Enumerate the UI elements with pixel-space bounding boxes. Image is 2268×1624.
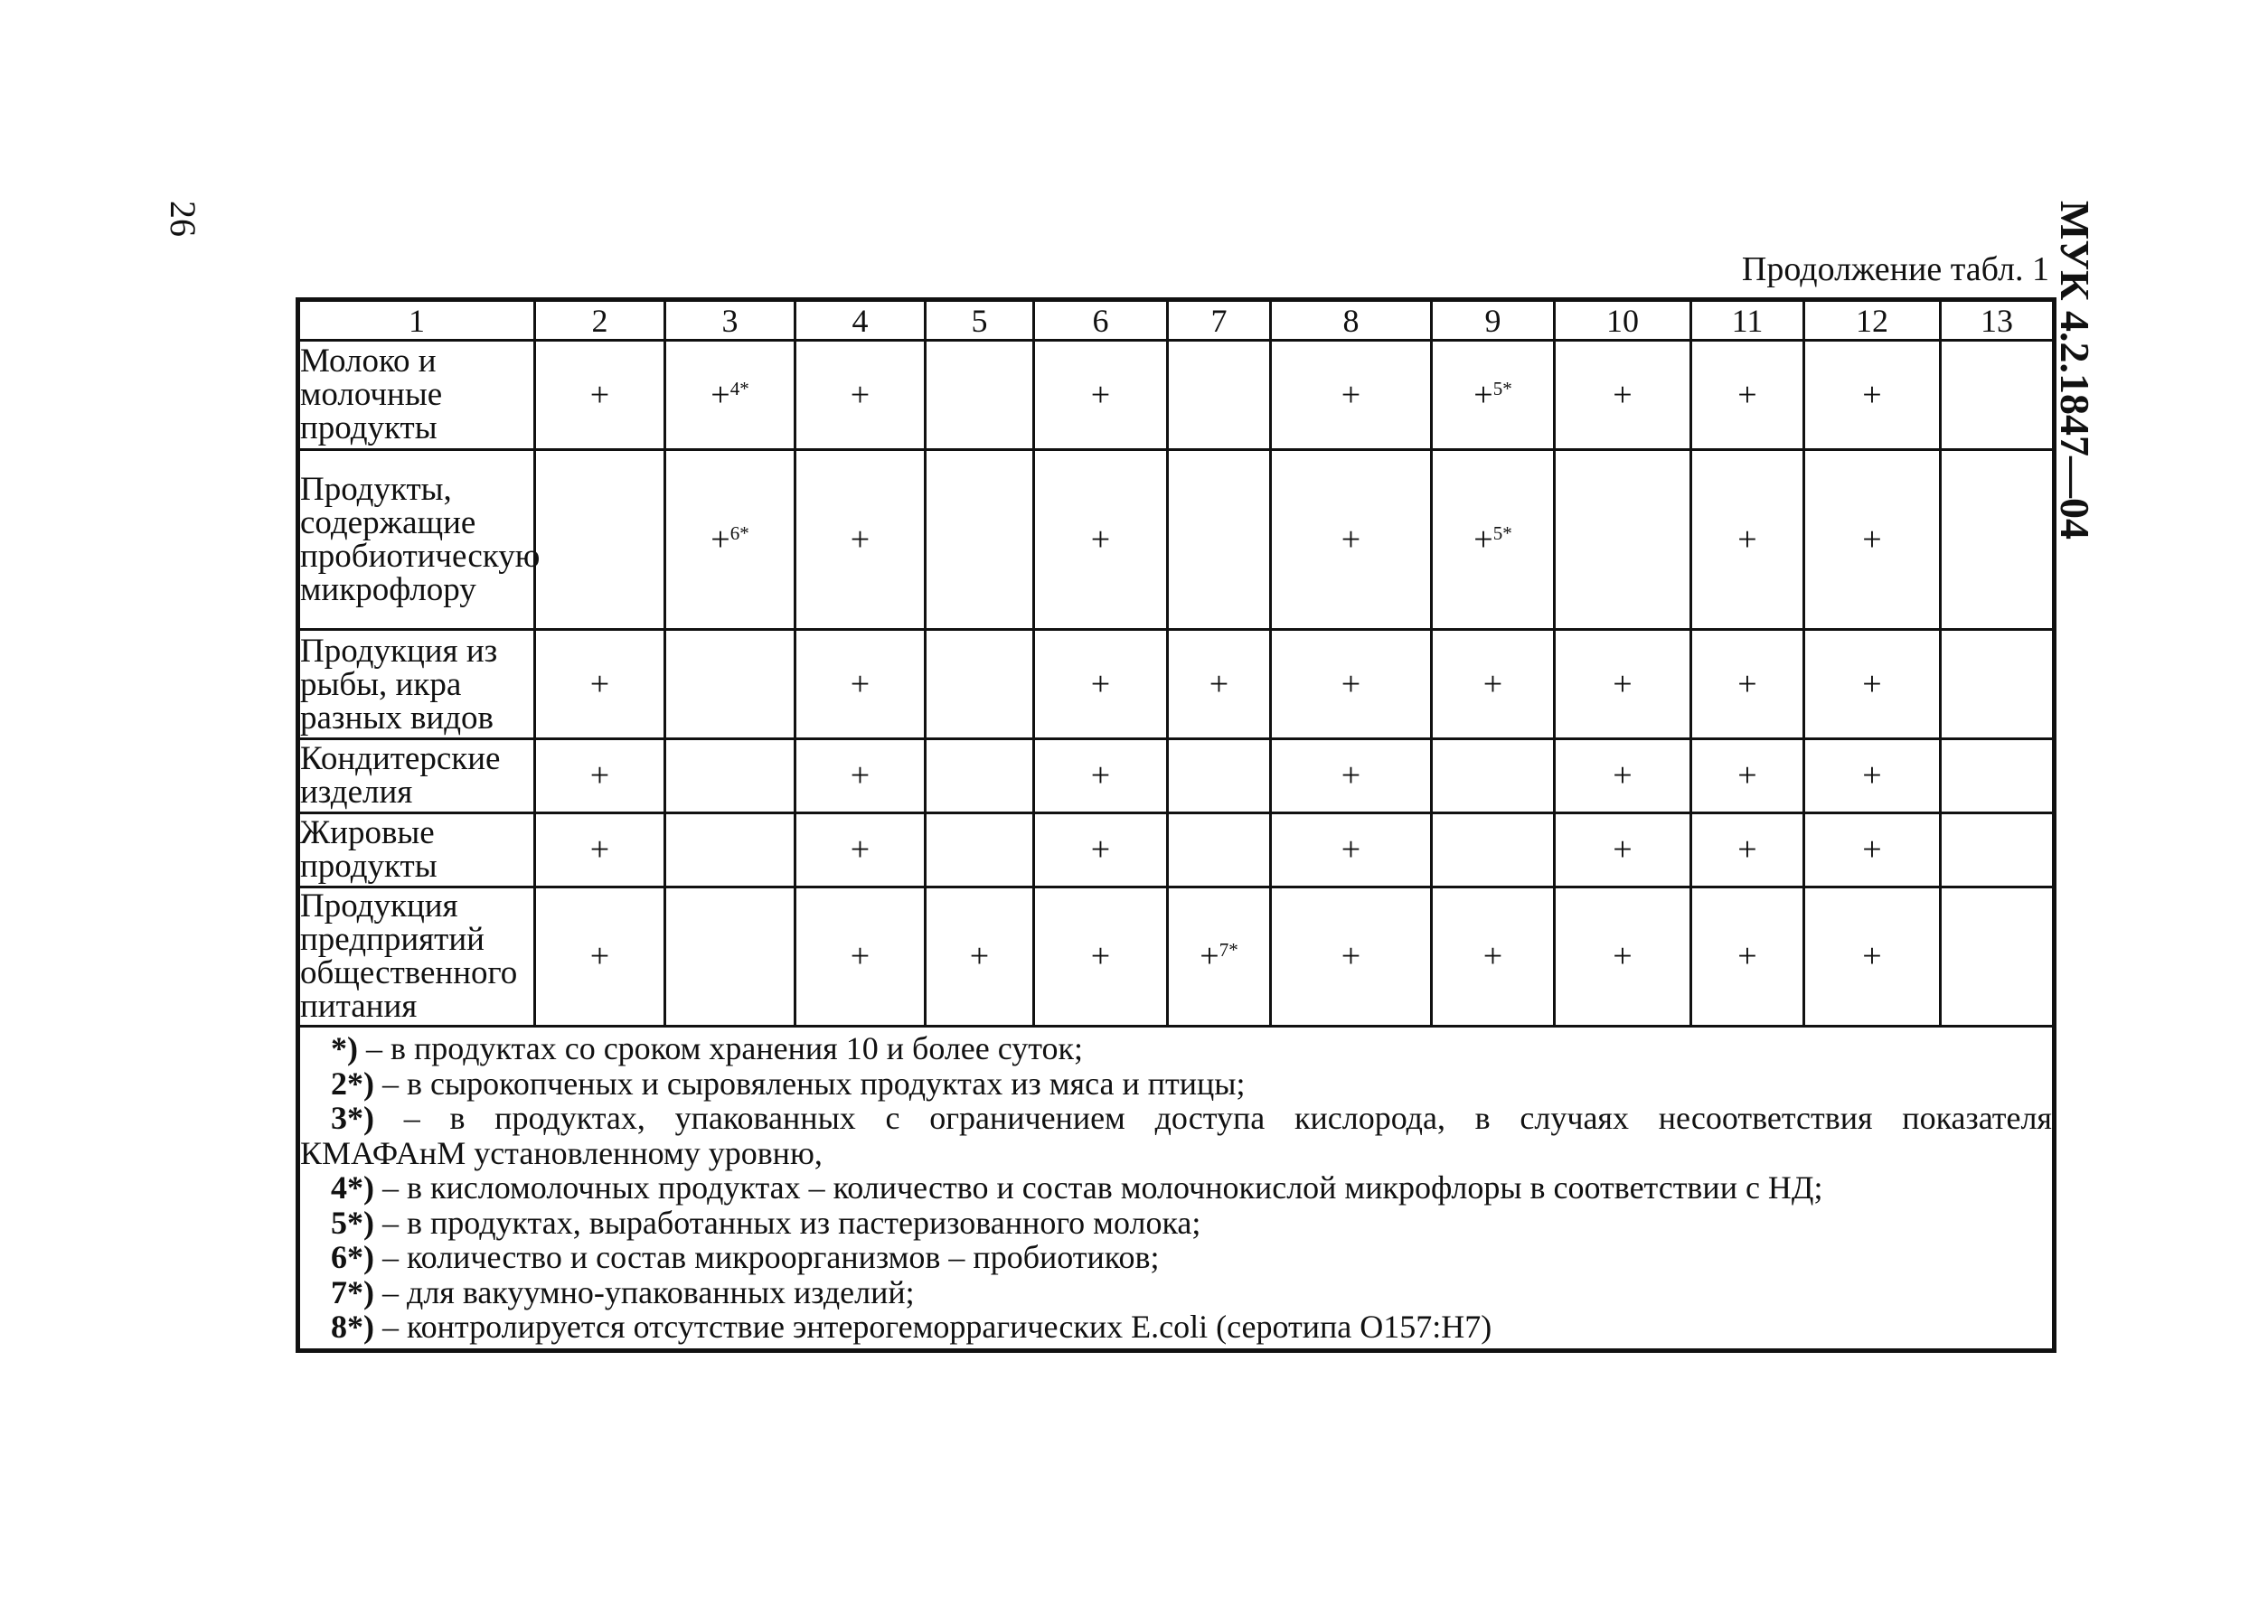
table-cell: +$^{6*}$: [665, 449, 795, 630]
product-name: Продукты, содержащие пробиотическую микрофлору: [298, 449, 535, 630]
footnote: 8*) – контролируется отсутствие энтерогеморрагических E.coli (серотипа O157:H7): [331, 1309, 1492, 1346]
product-name: Кондитерские изделия: [298, 739, 535, 813]
table-cell: [535, 449, 665, 630]
table-cell: +: [1555, 630, 1691, 739]
table-cell: [926, 630, 1034, 739]
table-row: [298, 341, 2055, 450]
footnote: 3*) – в продуктах, упакованных с ограничением доступа кислорода, в случаях несоответствия показателя: [331, 1100, 2052, 1137]
table-cell: +: [1555, 887, 1691, 1027]
table-cell: [1168, 812, 1271, 887]
column-header: 10: [1555, 300, 1691, 341]
table-cell: +: [1432, 630, 1555, 739]
table-cell: +$^{7*}$: [1168, 887, 1271, 1027]
column-header: 11: [1691, 300, 1804, 341]
table-row: [298, 812, 2055, 887]
table-row: [298, 630, 2055, 739]
footnote: 2*) – в сырокопченых и сыровяленых продуктах из мяса и птицы;: [331, 1065, 1246, 1102]
footnote: *) – в продуктах со сроком хранения 10 и более суток;: [331, 1030, 1084, 1067]
table-cell: +: [795, 887, 926, 1027]
column-header: 8: [1271, 300, 1432, 341]
table-cell: +: [1034, 739, 1168, 813]
document-code: МУК 4.2.1847—04: [2052, 201, 2098, 540]
table-cell: +: [1034, 449, 1168, 630]
table-cell: +: [1271, 630, 1432, 739]
table-cell: +: [1555, 341, 1691, 450]
table-cell: +: [1691, 739, 1804, 813]
table-cell: +: [795, 341, 926, 450]
table-cell: [1941, 812, 2055, 887]
table-cell: +: [1034, 812, 1168, 887]
table-cell: +: [1432, 887, 1555, 1027]
table-cell: +: [1555, 812, 1691, 887]
table-cell: [665, 630, 795, 739]
table-cell: [1941, 341, 2055, 450]
table-cell: [1941, 630, 2055, 739]
table-cell: +: [1691, 812, 1804, 887]
table-cell: +: [1271, 812, 1432, 887]
product-name: Молоко и молочные продукты: [298, 341, 535, 450]
table-cell: [1168, 739, 1271, 813]
table-cell: [1941, 887, 2055, 1027]
table-cell: +: [1691, 449, 1804, 630]
table-cell: +$^{4*}$: [665, 341, 795, 450]
table-cell: +: [1804, 341, 1941, 450]
table-cell: [1432, 739, 1555, 813]
table-cell: +: [535, 341, 665, 450]
table-cell: +: [1168, 630, 1271, 739]
table-cell: +: [535, 812, 665, 887]
table-cell: +: [795, 449, 926, 630]
table-cell: +: [535, 630, 665, 739]
footnotes-row: [298, 1027, 2055, 1351]
product-name: Жировые продукты: [298, 812, 535, 887]
table-cell: +: [1691, 341, 1804, 450]
footnote: 6*) – количество и состав микроорганизмов – пробиотиков;: [331, 1239, 1160, 1276]
table-cell: +: [1034, 630, 1168, 739]
table-cell: +$^{5*}$: [1432, 341, 1555, 450]
product-name: Продукция из рыбы, икра разных видов: [298, 630, 535, 739]
table-cell: +: [1034, 887, 1168, 1027]
table-cell: +: [1804, 449, 1941, 630]
column-header: 6: [1034, 300, 1168, 341]
table-cell: [1168, 341, 1271, 450]
column-header: 4: [795, 300, 926, 341]
table-cell: [665, 887, 795, 1027]
table-cell: +: [1271, 887, 1432, 1027]
table-cell: +: [1555, 739, 1691, 813]
table-cell: +: [535, 887, 665, 1027]
table-row: [298, 449, 2055, 630]
table-cell: [926, 341, 1034, 450]
column-header: 13: [1941, 300, 2055, 341]
column-header: 12: [1804, 300, 1941, 341]
table-row: [298, 887, 2055, 1027]
table-continuation-label: Продолжение табл. 1: [1741, 250, 2049, 288]
table-cell: +: [795, 812, 926, 887]
column-header: 1: [298, 300, 535, 341]
table-row: [298, 739, 2055, 813]
table-cell: +: [1271, 449, 1432, 630]
column-header: 9: [1432, 300, 1555, 341]
column-header: 7: [1168, 300, 1271, 341]
table-cell: [926, 812, 1034, 887]
page-number: 26: [163, 201, 203, 237]
table-cell: +: [1271, 739, 1432, 813]
requirements-table: [296, 297, 2056, 1353]
table-cell: [1555, 449, 1691, 630]
table-cell: +: [1804, 887, 1941, 1027]
footnote: 5*) – в продуктах, выработанных из пастеризованного молока;: [331, 1204, 1201, 1241]
table-cell: +: [1271, 341, 1432, 450]
footnote: 4*) – в кисломолочных продуктах – количество и состав молочнокислой микрофлоры в соответствии с НД;: [331, 1169, 1823, 1206]
column-header: 3: [665, 300, 795, 341]
table-cell: +$^{5*}$: [1432, 449, 1555, 630]
footnotes: [298, 1027, 2055, 1351]
table-cell: [1432, 812, 1555, 887]
table-cell: +: [1804, 630, 1941, 739]
table-cell: +: [1691, 630, 1804, 739]
table-cell: +: [1034, 341, 1168, 450]
table-cell: +: [1691, 887, 1804, 1027]
table-cell: [1168, 449, 1271, 630]
table-cell: +: [1804, 812, 1941, 887]
table-cell: +: [535, 739, 665, 813]
product-name: Продукция предприятий общественного питания: [298, 887, 535, 1027]
table-cell: +: [926, 887, 1034, 1027]
column-header: 2: [535, 300, 665, 341]
table-cell: [665, 739, 795, 813]
table-cell: [926, 449, 1034, 630]
table-cell: +: [1804, 739, 1941, 813]
table-cell: +: [795, 630, 926, 739]
footnote-continuation: КМАФАнМ установленному уровню,: [300, 1134, 823, 1171]
table-cell: [1941, 449, 2055, 630]
table-cell: +: [795, 739, 926, 813]
table-cell: [665, 812, 795, 887]
table-header-row: [298, 300, 2055, 341]
table-cell: [1941, 739, 2055, 813]
footnote: 7*) – для вакуумно-упакованных изделий;: [331, 1273, 915, 1310]
table-cell: [926, 739, 1034, 813]
column-header: 5: [926, 300, 1034, 341]
